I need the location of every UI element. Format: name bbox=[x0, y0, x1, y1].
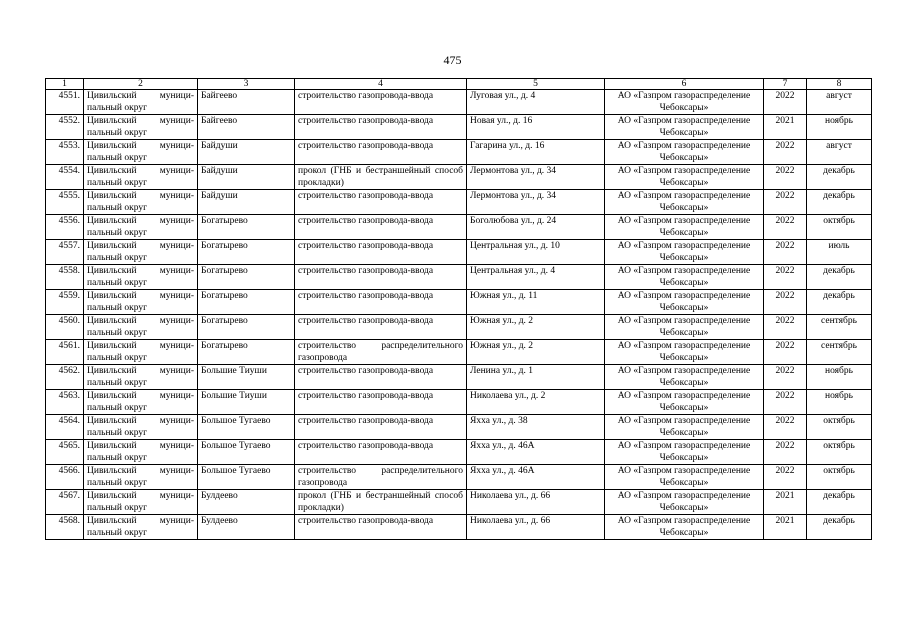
settlement-cell: Богатырево bbox=[198, 290, 295, 315]
row-number: 4566. bbox=[46, 465, 84, 490]
settlement-cell: Большое Тугаево bbox=[198, 415, 295, 440]
settlement-cell: Булдеево bbox=[198, 515, 295, 540]
address-cell: Лермонтова ул., д. 34 bbox=[467, 190, 605, 215]
row-number: 4561. bbox=[46, 340, 84, 365]
district-cell: Цивильский муници-пальный округ bbox=[84, 140, 198, 165]
month-cell: сентябрь bbox=[807, 340, 872, 365]
contractor-cell: АО «Газпром газораспределение Чебоксары» bbox=[605, 290, 764, 315]
district-cell: Цивильский муници-пальный округ bbox=[84, 165, 198, 190]
work-type-cell: строительство газопровода-ввода bbox=[295, 390, 467, 415]
year-cell: 2022 bbox=[764, 190, 807, 215]
table-row bbox=[46, 240, 872, 265]
column-header-2: 2 bbox=[84, 79, 198, 90]
settlement-cell: Большие Тиуши bbox=[198, 365, 295, 390]
work-type-cell: строительство газопровода-ввода bbox=[295, 365, 467, 390]
table-row bbox=[46, 190, 872, 215]
row-number: 4556. bbox=[46, 215, 84, 240]
month-cell: ноябрь bbox=[807, 390, 872, 415]
address-cell: Николаева ул., д. 2 bbox=[467, 390, 605, 415]
table-row bbox=[46, 140, 872, 165]
table-row bbox=[46, 215, 872, 240]
contractor-cell: АО «Газпром газораспределение Чебоксары» bbox=[605, 315, 764, 340]
column-header-4: 4 bbox=[295, 79, 467, 90]
address-cell: Николаева ул., д. 66 bbox=[467, 490, 605, 515]
column-header-5: 5 bbox=[467, 79, 605, 90]
contractor-cell: АО «Газпром газораспределение Чебоксары» bbox=[605, 340, 764, 365]
district-cell: Цивильский муници-пальный округ bbox=[84, 265, 198, 290]
settlement-cell: Богатырево bbox=[198, 315, 295, 340]
settlement-cell: Большое Тугаево bbox=[198, 440, 295, 465]
district-cell: Цивильский муници-пальный округ bbox=[84, 190, 198, 215]
table-row bbox=[46, 340, 872, 365]
district-cell: Цивильский муници-пальный округ bbox=[84, 440, 198, 465]
district-cell: Цивильский муници-пальный округ bbox=[84, 90, 198, 115]
month-cell: ноябрь bbox=[807, 115, 872, 140]
work-type-cell: строительство газопровода-ввода bbox=[295, 440, 467, 465]
address-cell: Николаева ул., д. 66 bbox=[467, 515, 605, 540]
month-cell: декабрь bbox=[807, 265, 872, 290]
work-type-cell: строительство газопровода-ввода bbox=[295, 290, 467, 315]
settlement-cell: Большое Тугаево bbox=[198, 465, 295, 490]
contractor-cell: АО «Газпром газораспределение Чебоксары» bbox=[605, 390, 764, 415]
district-cell: Цивильский муници-пальный округ bbox=[84, 465, 198, 490]
year-cell: 2022 bbox=[764, 290, 807, 315]
month-cell: декабрь bbox=[807, 515, 872, 540]
column-header-1: 1 bbox=[46, 79, 84, 90]
work-type-cell: строительство газопровода-ввода bbox=[295, 115, 467, 140]
column-header-8: 8 bbox=[807, 79, 872, 90]
year-cell: 2022 bbox=[764, 165, 807, 190]
contractor-cell: АО «Газпром газораспределение Чебоксары» bbox=[605, 265, 764, 290]
address-cell: Центральная ул., д. 4 bbox=[467, 265, 605, 290]
settlement-cell: Большие Тиуши bbox=[198, 390, 295, 415]
table-row bbox=[46, 390, 872, 415]
address-cell: Южная ул., д. 2 bbox=[467, 315, 605, 340]
month-cell: октябрь bbox=[807, 415, 872, 440]
year-cell: 2022 bbox=[764, 215, 807, 240]
row-number: 4565. bbox=[46, 440, 84, 465]
month-cell: август bbox=[807, 140, 872, 165]
work-type-cell: строительство газопровода-ввода bbox=[295, 90, 467, 115]
month-cell: июль bbox=[807, 240, 872, 265]
contractor-cell: АО «Газпром газораспределение Чебоксары» bbox=[605, 515, 764, 540]
table-row bbox=[46, 465, 872, 490]
row-number: 4551. bbox=[46, 90, 84, 115]
district-cell: Цивильский муници-пальный округ bbox=[84, 115, 198, 140]
work-type-cell: строительство газопровода-ввода bbox=[295, 240, 467, 265]
contractor-cell: АО «Газпром газораспределение Чебоксары» bbox=[605, 115, 764, 140]
year-cell: 2022 bbox=[764, 90, 807, 115]
row-number: 4554. bbox=[46, 165, 84, 190]
district-cell: Цивильский муници-пальный округ bbox=[84, 340, 198, 365]
contractor-cell: АО «Газпром газораспределение Чебоксары» bbox=[605, 415, 764, 440]
work-type-cell: строительство газопровода-ввода bbox=[295, 140, 467, 165]
row-number: 4552. bbox=[46, 115, 84, 140]
year-cell: 2022 bbox=[764, 315, 807, 340]
month-cell: декабрь bbox=[807, 290, 872, 315]
year-cell: 2022 bbox=[764, 415, 807, 440]
district-cell: Цивильский муници-пальный округ bbox=[84, 290, 198, 315]
settlement-cell: Байгеево bbox=[198, 115, 295, 140]
address-cell: Центральная ул., д. 10 bbox=[467, 240, 605, 265]
year-cell: 2022 bbox=[764, 440, 807, 465]
year-cell: 2021 bbox=[764, 490, 807, 515]
address-cell: Боголюбова ул., д. 24 bbox=[467, 215, 605, 240]
work-type-cell: прокол (ГНБ и бестраншейный способ прокладки) bbox=[295, 490, 467, 515]
column-header-7: 7 bbox=[764, 79, 807, 90]
district-cell: Цивильский муници-пальный округ bbox=[84, 240, 198, 265]
settlement-cell: Богатырево bbox=[198, 240, 295, 265]
row-number: 4563. bbox=[46, 390, 84, 415]
year-cell: 2022 bbox=[764, 365, 807, 390]
month-cell: август bbox=[807, 90, 872, 115]
month-cell: октябрь bbox=[807, 215, 872, 240]
row-number: 4558. bbox=[46, 265, 84, 290]
row-number: 4555. bbox=[46, 190, 84, 215]
table-row bbox=[46, 90, 872, 115]
district-cell: Цивильский муници-пальный округ bbox=[84, 490, 198, 515]
month-cell: октябрь bbox=[807, 465, 872, 490]
work-type-cell: строительство газопровода-ввода bbox=[295, 190, 467, 215]
work-type-cell: строительство газопровода-ввода bbox=[295, 265, 467, 290]
address-cell: Южная ул., д. 2 bbox=[467, 340, 605, 365]
month-cell: октябрь bbox=[807, 440, 872, 465]
table-row bbox=[46, 265, 872, 290]
year-cell: 2022 bbox=[764, 140, 807, 165]
row-number: 4560. bbox=[46, 315, 84, 340]
settlement-cell: Байдуши bbox=[198, 140, 295, 165]
work-type-cell: строительство газопровода-ввода bbox=[295, 315, 467, 340]
work-type-cell: строительство распределительного газопровода bbox=[295, 340, 467, 365]
district-cell: Цивильский муници-пальный округ bbox=[84, 365, 198, 390]
contractor-cell: АО «Газпром газораспределение Чебоксары» bbox=[605, 215, 764, 240]
table-row bbox=[46, 440, 872, 465]
work-type-cell: прокол (ГНБ и бестраншейный способ прокладки) bbox=[295, 165, 467, 190]
table-row bbox=[46, 165, 872, 190]
table-row bbox=[46, 290, 872, 315]
contractor-cell: АО «Газпром газораспределение Чебоксары» bbox=[605, 90, 764, 115]
year-cell: 2022 bbox=[764, 465, 807, 490]
address-cell: Ленина ул., д. 1 bbox=[467, 365, 605, 390]
table-row bbox=[46, 490, 872, 515]
district-cell: Цивильский муници-пальный округ bbox=[84, 315, 198, 340]
gas-works-table bbox=[45, 78, 872, 540]
page-number: 475 bbox=[443, 53, 462, 67]
settlement-cell: Байдуши bbox=[198, 165, 295, 190]
year-cell: 2021 bbox=[764, 515, 807, 540]
contractor-cell: АО «Газпром газораспределение Чебоксары» bbox=[605, 465, 764, 490]
work-type-cell: строительство газопровода-ввода bbox=[295, 215, 467, 240]
contractor-cell: АО «Газпром газораспределение Чебоксары» bbox=[605, 240, 764, 265]
district-cell: Цивильский муници-пальный округ bbox=[84, 215, 198, 240]
settlement-cell: Богатырево bbox=[198, 340, 295, 365]
year-cell: 2021 bbox=[764, 115, 807, 140]
work-type-cell: строительство газопровода-ввода bbox=[295, 415, 467, 440]
month-cell: сентябрь bbox=[807, 315, 872, 340]
settlement-cell: Богатырево bbox=[198, 265, 295, 290]
month-cell: декабрь bbox=[807, 165, 872, 190]
address-cell: Яхха ул., д. 38 bbox=[467, 415, 605, 440]
year-cell: 2022 bbox=[764, 340, 807, 365]
column-header-3: 3 bbox=[198, 79, 295, 90]
address-cell: Новая ул., д. 16 bbox=[467, 115, 605, 140]
row-number: 4557. bbox=[46, 240, 84, 265]
district-cell: Цивильский муници-пальный округ bbox=[84, 515, 198, 540]
settlement-cell: Байдуши bbox=[198, 190, 295, 215]
row-number: 4564. bbox=[46, 415, 84, 440]
settlement-cell: Байгеево bbox=[198, 90, 295, 115]
contractor-cell: АО «Газпром газораспределение Чебоксары» bbox=[605, 440, 764, 465]
month-cell: декабрь bbox=[807, 190, 872, 215]
address-cell: Яхха ул., д. 46А bbox=[467, 465, 605, 490]
district-cell: Цивильский муници-пальный округ bbox=[84, 390, 198, 415]
row-number: 4553. bbox=[46, 140, 84, 165]
settlement-cell: Богатырево bbox=[198, 215, 295, 240]
table-row bbox=[46, 315, 872, 340]
row-number: 4568. bbox=[46, 515, 84, 540]
address-cell: Гагарина ул., д. 16 bbox=[467, 140, 605, 165]
row-number: 4559. bbox=[46, 290, 84, 315]
contractor-cell: АО «Газпром газораспределение Чебоксары» bbox=[605, 190, 764, 215]
work-type-cell: строительство газопровода-ввода bbox=[295, 515, 467, 540]
address-cell: Яхха ул., д. 46А bbox=[467, 440, 605, 465]
month-cell: декабрь bbox=[807, 490, 872, 515]
row-number: 4567. bbox=[46, 490, 84, 515]
year-cell: 2022 bbox=[764, 390, 807, 415]
settlement-cell: Булдеево bbox=[198, 490, 295, 515]
table-row bbox=[46, 365, 872, 390]
table-row bbox=[46, 115, 872, 140]
contractor-cell: АО «Газпром газораспределение Чебоксары» bbox=[605, 165, 764, 190]
header-row bbox=[46, 79, 872, 90]
column-header-6: 6 bbox=[605, 79, 764, 90]
year-cell: 2022 bbox=[764, 265, 807, 290]
address-cell: Южная ул., д. 11 bbox=[467, 290, 605, 315]
address-cell: Лермонтова ул., д. 34 bbox=[467, 165, 605, 190]
contractor-cell: АО «Газпром газораспределение Чебоксары» bbox=[605, 490, 764, 515]
table-row bbox=[46, 515, 872, 540]
month-cell: ноябрь bbox=[807, 365, 872, 390]
year-cell: 2022 bbox=[764, 240, 807, 265]
address-cell: Луговая ул., д. 4 bbox=[467, 90, 605, 115]
row-number: 4562. bbox=[46, 365, 84, 390]
work-type-cell: строительство распределительного газопровода bbox=[295, 465, 467, 490]
district-cell: Цивильский муници-пальный округ bbox=[84, 415, 198, 440]
table-row bbox=[46, 415, 872, 440]
contractor-cell: АО «Газпром газораспределение Чебоксары» bbox=[605, 365, 764, 390]
contractor-cell: АО «Газпром газораспределение Чебоксары» bbox=[605, 140, 764, 165]
